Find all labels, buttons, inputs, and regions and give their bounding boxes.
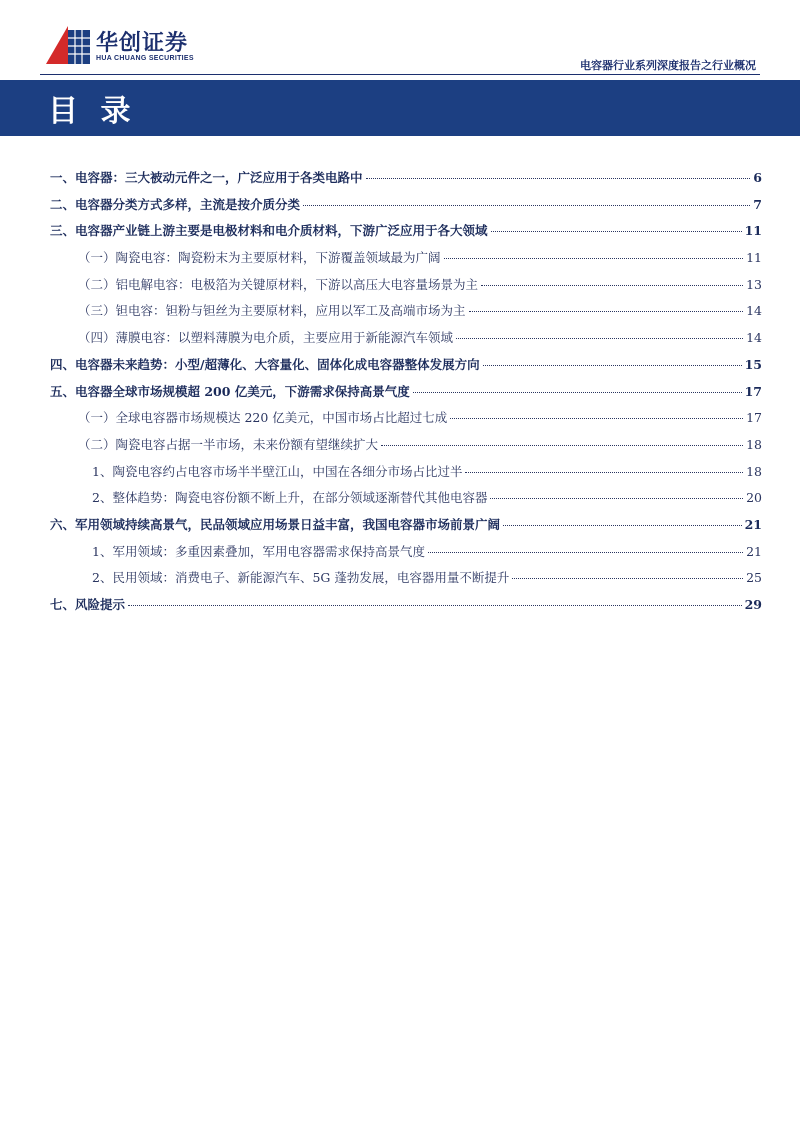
toc-entry-label: （二）陶瓷电容占据一半市场，未来份额有望继续扩大 [78,436,379,452]
toc-entry[interactable] [50,382,762,409]
toc-entry-label: 三、电容器产业链上游主要是电极材料和电介质材料，下游广泛应用于各大领域 [50,223,488,239]
toc-entry-page: 14 [746,303,762,319]
toc-entry[interactable] [50,435,762,462]
toc-entry-page: 21 [746,543,762,559]
toc-leader-dots [450,418,743,419]
toc-entry-page: 18 [746,463,762,479]
brand-name-cn: 华创证券 [96,31,189,56]
toc-entry-page: 6 [753,170,762,185]
toc-entry-label: （一）全球电容器市场规模达 220 亿美元，中国市场占比超过七成 [78,410,448,426]
toc-leader-dots [490,498,743,499]
toc-leader-dots [413,392,742,393]
toc-entry-label: 七、风险提示 [50,597,126,612]
toc-entry-label: 六、军用领域持续高景气，民品领域应用场景日益丰富，我国电容器市场前景广阔 [50,516,501,532]
toc-leader-dots [481,285,743,286]
toc-leader-dots [456,338,743,339]
toc-entry[interactable] [50,221,762,248]
toc-entry[interactable] [50,488,762,515]
page-header [0,0,800,78]
toc-entry[interactable] [50,568,762,595]
toc-leader-dots [483,365,742,366]
toc-leader-dots [465,472,743,473]
toc-entry[interactable] [50,275,762,302]
toc-entry[interactable] [50,168,762,195]
toc-leader-dots [512,578,743,579]
toc-entry[interactable] [50,542,762,569]
report-title: 电容器行业系列深度报告之行业概况 [580,59,756,72]
toc-entry-page: 17 [746,410,762,426]
toc-entry-page: 15 [744,356,762,372]
toc-entry-page: 29 [744,597,762,612]
toc-leader-dots [503,525,742,526]
toc-entry-page: 17 [744,383,762,399]
toc-entry[interactable] [50,515,762,542]
toc-heading: 目 录 [48,94,137,129]
toc-entry-label: 2、整体趋势：陶瓷电容份额不断上升，在部分领域逐渐替代其他电容器 [92,490,488,506]
toc-leader-dots [128,605,742,606]
toc-entry[interactable] [50,408,762,435]
toc-entry-page: 18 [746,436,762,452]
toc-leader-dots [469,311,744,312]
table-of-contents [50,168,762,622]
toc-leader-dots [491,231,742,232]
toc-entry[interactable] [50,462,762,489]
toc-entry-label: 2、民用领域：消费电子、新能源汽车、5G 蓬勃发展，电容器用量不断提升 [92,570,510,586]
toc-entry-label: 五、电容器全球市场规模超 200 亿美元，下游需求保持高景气度 [50,383,410,399]
toc-entry[interactable] [50,248,762,275]
toc-entry-label: （二）铝电解电容：电极箔为关键原材料，下游以高压大电容量场景为主 [78,276,479,292]
section-banner [0,80,800,136]
toc-entry-page: 21 [744,516,762,532]
toc-leader-dots [303,205,750,206]
toc-entry-label: 1、军用领域：多重因素叠加，军用电容器需求保持高景气度 [92,543,425,559]
toc-leader-dots [444,258,744,259]
toc-entry[interactable] [50,301,762,328]
toc-leader-dots [366,178,751,179]
toc-entry-page: 14 [746,330,762,346]
toc-entry-page: 25 [746,570,762,586]
toc-leader-dots [381,445,743,446]
toc-entry-page: 13 [746,276,762,292]
toc-entry-label: 一、电容器：三大被动元件之一，广泛应用于各类电路中 [50,170,363,185]
brand-name-en: HUA CHUANG SECURITIES [96,55,194,62]
header-divider [40,74,760,75]
toc-entry-page: 20 [746,490,762,506]
toc-entry-page: 11 [744,223,762,239]
toc-entry[interactable] [50,195,762,222]
toc-entry-label: 二、电容器分类方式多样，主流是按介质分类 [50,196,301,212]
toc-entry-label: （三）钽电容：钽粉与钽丝为主要原材料，应用以军工及高端市场为主 [78,303,466,319]
toc-entry-page: 11 [746,250,762,266]
toc-entry[interactable] [50,355,762,382]
toc-entry-label: 1、陶瓷电容约占电容市场半半壁江山，中国在各细分市场占比过半 [92,463,463,479]
toc-entry-label: （一）陶瓷电容：陶瓷粉末为主要原材料，下游覆盖领域最为广阔 [78,250,441,266]
toc-entry[interactable] [50,595,762,622]
toc-entry[interactable] [50,328,762,355]
toc-leader-dots [428,552,743,553]
company-logo-icon [46,26,90,64]
toc-entry-label: 四、电容器未来趋势：小型/超薄化、大容量化、固体化成电容器整体发展方向 [50,356,480,372]
toc-entry-page: 7 [753,196,762,212]
toc-entry-label: （四）薄膜电容：以塑料薄膜为电介质，主要应用于新能源汽车领域 [78,330,454,346]
